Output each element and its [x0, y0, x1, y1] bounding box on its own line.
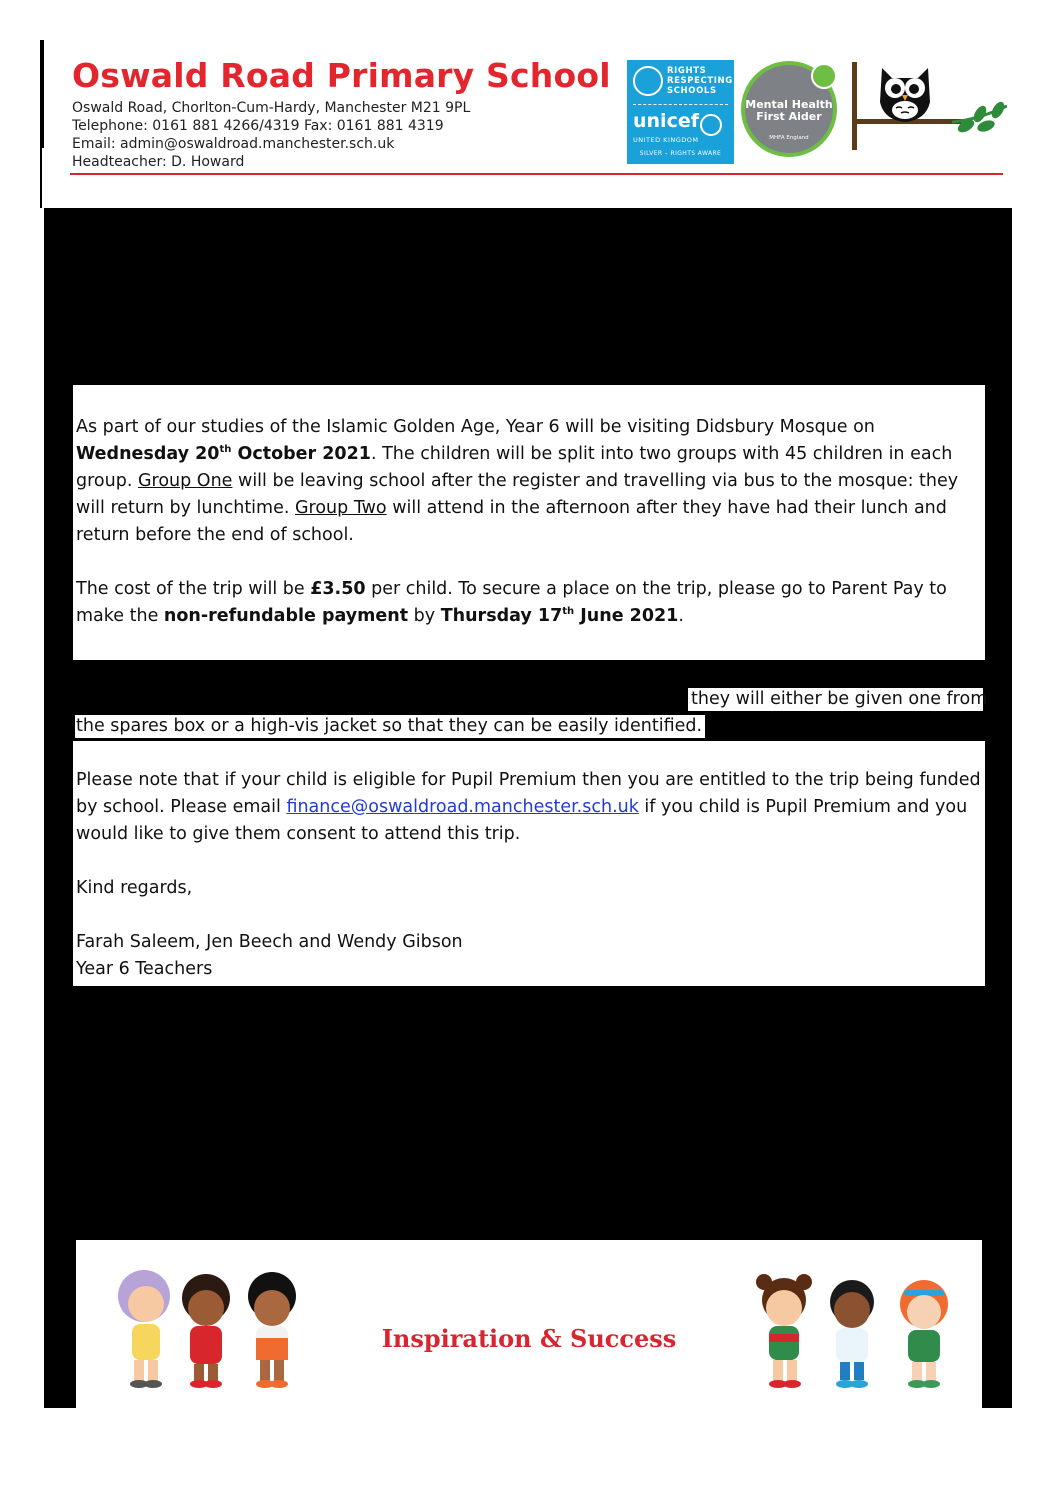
finance-email-link[interactable]: finance@oswaldroad.manchester.sch.uk: [286, 797, 639, 817]
letter-panel-bottom: [73, 741, 985, 986]
leaves-icon: [952, 100, 1007, 140]
school-motto: Inspiration & Success: [381, 1324, 677, 1353]
pupil-premium-paragraph: Please note that if your child is eligible for Pupil Premium then you are entitled to the trip being funded by school. Please email finance@oswaldroad.manchester.sch.uk if you child is Pupil Premium and you would like to give them consent to attend this trip.: [76, 770, 981, 844]
unicef-country: UNITED KINGDOM: [633, 136, 699, 144]
rrs-globe-icon: [633, 66, 663, 96]
unicef-rights-respecting-badge: [627, 60, 734, 164]
mental-health-first-aider-badge: [741, 61, 837, 157]
unicef-wordmark: unicef: [633, 110, 699, 132]
headteacher: Headteacher: D. Howard: [72, 154, 245, 170]
footer-banner: [76, 1240, 982, 1408]
visible-text-fragment-2: the spares box or a high-vis jacket so that they can be easily identified.: [75, 715, 705, 738]
trip-cost-paragraph: The cost of the trip will be £3.50 per child. To secure a place on the trip, please go to Parent Pay to make the non-refundable payment by Thursday 17th June 2021.: [76, 579, 947, 626]
closing: Kind regards,: [76, 878, 193, 898]
school-name: Oswald Road Primary School: [72, 56, 611, 95]
branch-vertical: [852, 62, 857, 150]
rrs-divider: [633, 104, 728, 105]
address: Oswald Road, Chorlton-Cum-Hardy, Manchester M21 9PL: [72, 100, 471, 116]
mhfa-title: Mental Health First Aider: [745, 98, 833, 123]
mhfa-leaf-icon: [811, 63, 837, 89]
group-two-label: Group Two: [294, 498, 387, 518]
email: Email: admin@oswaldroad.manchester.sch.uk: [72, 136, 395, 152]
contact-details: [72, 99, 470, 171]
children-illustration-right-icon: [744, 1268, 969, 1393]
rrs-award-level: SILVER – RIGHTS AWARE: [639, 150, 722, 157]
trip-cost: £3.50: [310, 579, 366, 599]
signature-block: [76, 929, 981, 983]
signatories: Farah Saleem, Jen Beech and Wendy Gibson: [76, 932, 463, 952]
owl-logo: [852, 62, 1007, 154]
visible-text-fragment-1: they will either be given one from: [688, 688, 983, 711]
left-margin-rule-thin: [40, 148, 42, 208]
signatory-role: Year 6 Teachers: [76, 959, 213, 979]
header-divider: [70, 173, 1003, 175]
letter-panel-top: [73, 385, 985, 660]
trip-intro-paragraph: As part of our studies of the Islamic Golden Age, Year 6 will be visiting Didsbury Mosque on Wednesday 20th October 2021. The children will be split into two groups with 45 children in each group. Group One will be leaving school after the register and travelling via bus to the mosque: they will return by lunchtime. Group Two will attend in the afternoon after they have had their lunch and return before the end of school.: [76, 417, 959, 545]
left-margin-rule: [40, 40, 44, 148]
group-one-label: Group One: [137, 471, 233, 491]
rrs-text: RIGHTS RESPECTING SCHOOLS: [667, 66, 733, 96]
telephone: Telephone: 0161 881 4266/4319 Fax: 0161 881 4319: [72, 118, 444, 134]
unicef-globe-icon: [700, 114, 722, 136]
owl-icon: [874, 62, 936, 124]
mhfa-subtitle: MHFA England: [769, 135, 809, 141]
